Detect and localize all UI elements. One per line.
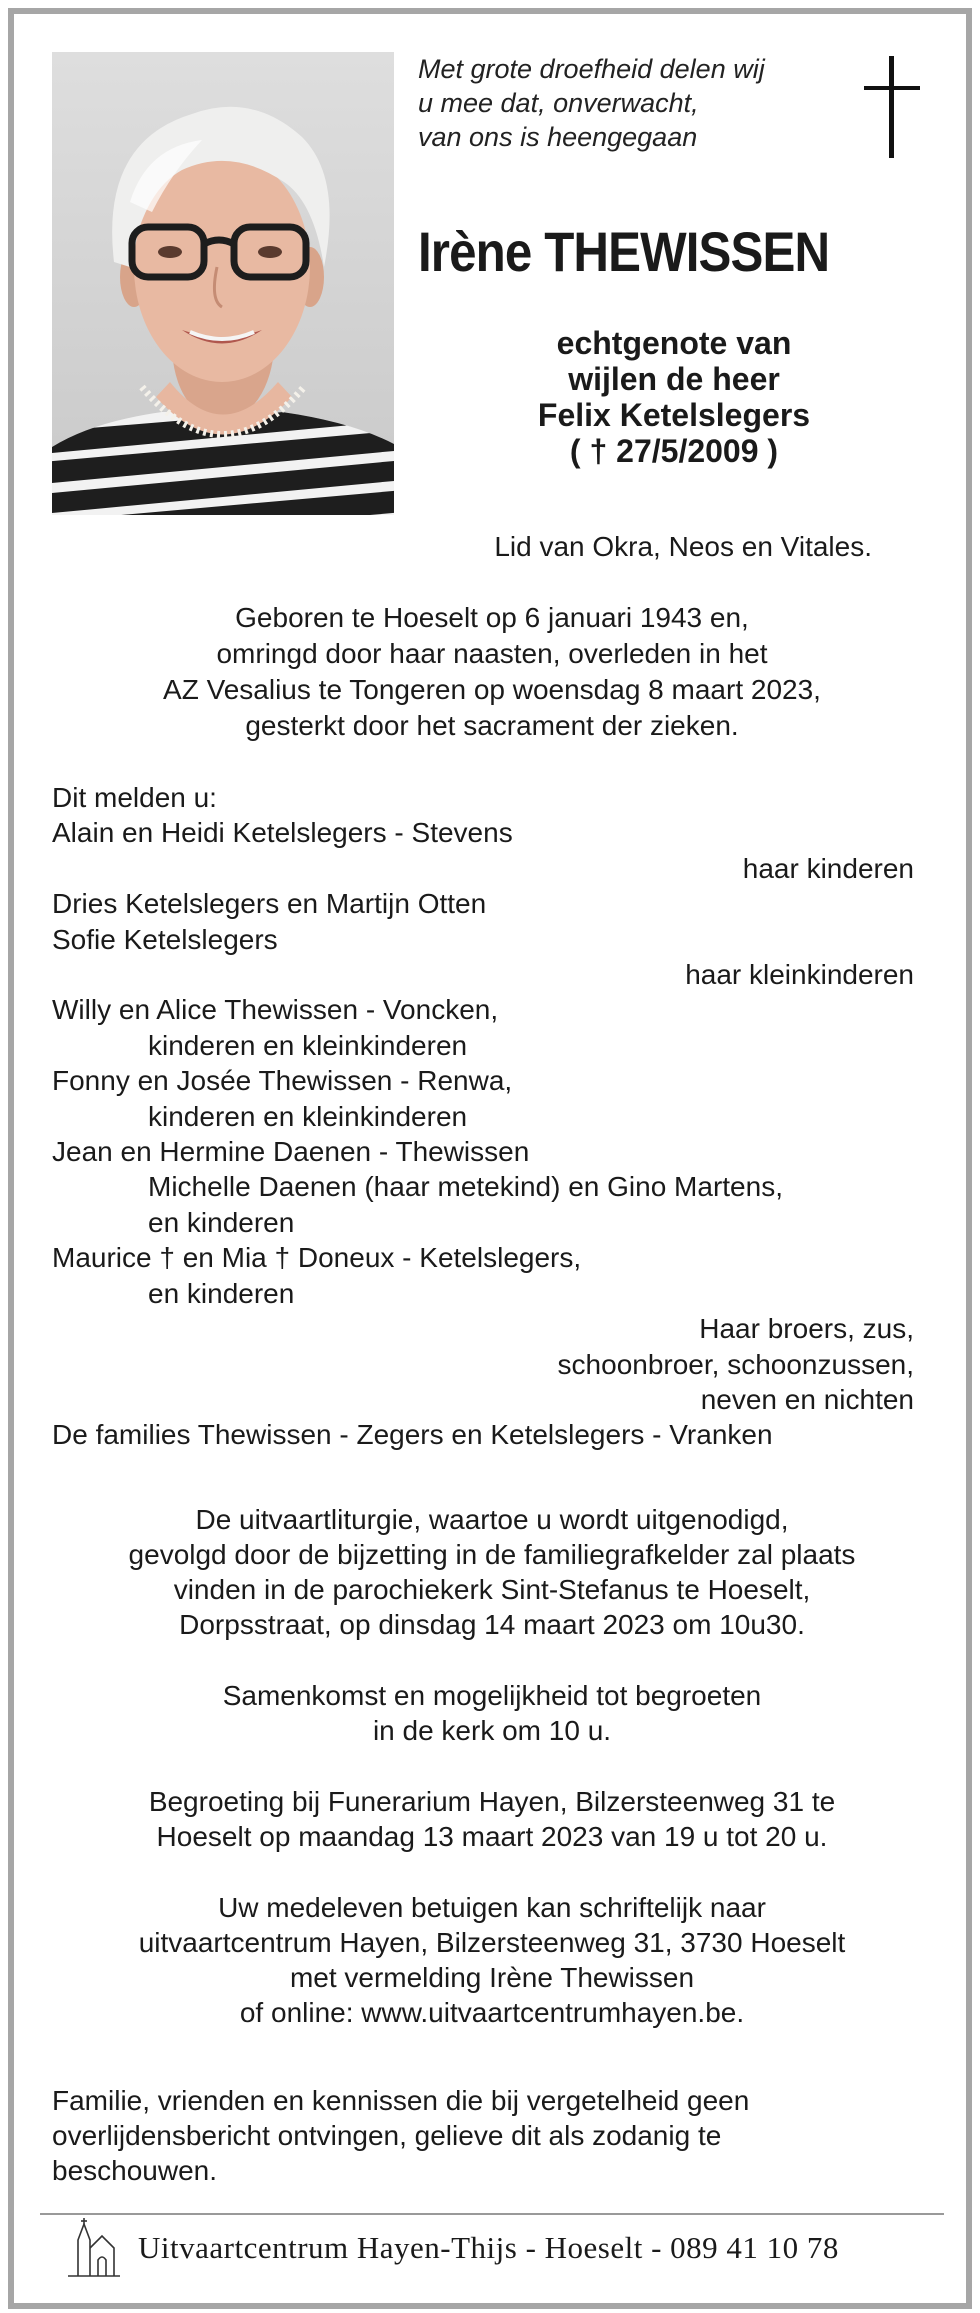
- siblings-label-line: Haar broers, zus,: [699, 1313, 914, 1345]
- sibling-line: Fonny en Josée Thewissen - Renwa,: [52, 1065, 513, 1097]
- sibling-line: Willy en Alice Thewissen - Voncken,: [52, 994, 499, 1026]
- family-list: [52, 780, 914, 1453]
- intro-line: u mee dat, onverwacht,: [418, 88, 699, 118]
- spouse-line: Felix Ketelslegers: [537, 397, 811, 433]
- closing-line: overlijdensbericht ontvingen, gelieve dit als zodanig te: [52, 2120, 722, 2151]
- grandchild-name: Sofie Ketelslegers: [52, 923, 278, 955]
- visitation-paragraph: [52, 1784, 932, 1854]
- siblings-label-line: schoonbroer, schoonzussen,: [557, 1348, 914, 1380]
- footer-divider: [40, 2213, 944, 2215]
- birth-line: gesterkt door het sacrament der zieken.: [245, 710, 739, 741]
- sibling-line: kinderen en kleinkinderen: [148, 1100, 468, 1132]
- condolence-line: of online: www.uitvaartcentrumhayen.be.: [239, 1997, 745, 2028]
- sibling-line: kinderen en kleinkinderen: [148, 1029, 468, 1061]
- families-line: De families Thewissen - Zegers en Ketelslegers - Vranken: [52, 1419, 773, 1451]
- gathering-paragraph: [52, 1678, 932, 1748]
- sibling-line: Jean en Hermine Daenen - Thewissen: [52, 1136, 530, 1168]
- grandchild-name: Dries Ketelslegers en Martijn Otten: [52, 888, 487, 920]
- sibling-line: en kinderen: [148, 1277, 295, 1309]
- intro-line: Met grote droefheid delen wij: [418, 54, 765, 84]
- intro-line: van ons is heengegaan: [418, 122, 698, 152]
- liturgy-line: De uitvaartliturgie, waartoe u wordt uitgenodigd,: [195, 1504, 789, 1535]
- service-info: [52, 1502, 932, 2066]
- siblings-label-line: neven en nichten: [700, 1383, 914, 1415]
- family-intro: Dit melden u:: [52, 782, 217, 813]
- closing-paragraph: [52, 2083, 872, 2188]
- liturgy-line: gevolgd door de bijzetting in de familiegrafkelder zal plaats: [128, 1539, 856, 1570]
- condolence-line: met vermelding Irène Thewissen: [289, 1962, 695, 1993]
- intro-text: [418, 52, 838, 154]
- condolence-line: Uw medeleven betuigen kan schriftelijk naar: [218, 1892, 766, 1923]
- deceased-name: Irène THEWISSEN: [418, 220, 830, 283]
- birth-line: AZ Vesalius te Tongeren op woensdag 8 maart 2023,: [163, 674, 821, 705]
- sibling-line: en kinderen: [148, 1206, 295, 1238]
- sibling-line: Michelle Daenen (haar metekind) en Gino Martens,: [148, 1171, 783, 1203]
- children-names: Alain en Heidi Ketelslegers - Stevens: [52, 817, 513, 849]
- church-logo-icon: [64, 2218, 124, 2280]
- liturgy-paragraph: [52, 1502, 932, 1642]
- visitation-line: Hoeselt op maandag 13 maart 2023 van 19 u tot 20 u.: [156, 1821, 828, 1852]
- spouse-line: wijlen de heer: [568, 361, 780, 397]
- cross-icon: [862, 56, 922, 158]
- gathering-line: in de kerk om 10 u.: [372, 1715, 612, 1746]
- spouse-line: ( † 27/5/2009 ): [569, 433, 779, 469]
- birth-line: Geboren te Hoeselt op 6 januari 1943 en,: [235, 602, 749, 633]
- funeral-home-footer: Uitvaartcentrum Hayen-Thijs - Hoeselt - 089 41 10 78: [138, 2230, 839, 2265]
- gathering-line: Samenkomst en mogelijkheid tot begroeten: [222, 1680, 762, 1711]
- visitation-line: Begroeting bij Funerarium Hayen, Bilzersteenweg 31 te: [148, 1786, 836, 1817]
- condolence-line: uitvaartcentrum Hayen, Bilzersteenweg 31, 3730 Hoeselt: [138, 1927, 846, 1958]
- spouse-info: [418, 325, 930, 469]
- sibling-line: Maurice † en Mia † Doneux - Ketelslegers,: [52, 1242, 582, 1274]
- children-label: haar kinderen: [742, 852, 914, 884]
- membership-text: Lid van Okra, Neos en Vitales.: [494, 531, 872, 562]
- birth-line: omringd door haar naasten, overleden in het: [216, 638, 768, 669]
- closing-line: beschouwen.: [52, 2155, 218, 2186]
- condolence-paragraph: [52, 1890, 932, 2030]
- spouse-line: echtgenote van: [556, 325, 792, 361]
- birth-death-paragraph: [52, 600, 932, 744]
- liturgy-line: vinden in de parochiekerk Sint-Stefanus te Hoeselt,: [173, 1574, 811, 1605]
- grandchildren-label: haar kleinkinderen: [685, 959, 914, 991]
- liturgy-line: Dorpsstraat, op dinsdag 14 maart 2023 om 10u30.: [179, 1609, 805, 1640]
- closing-line: Familie, vrienden en kennissen die bij vergetelheid geen: [52, 2085, 750, 2116]
- portrait-photo: [52, 52, 394, 515]
